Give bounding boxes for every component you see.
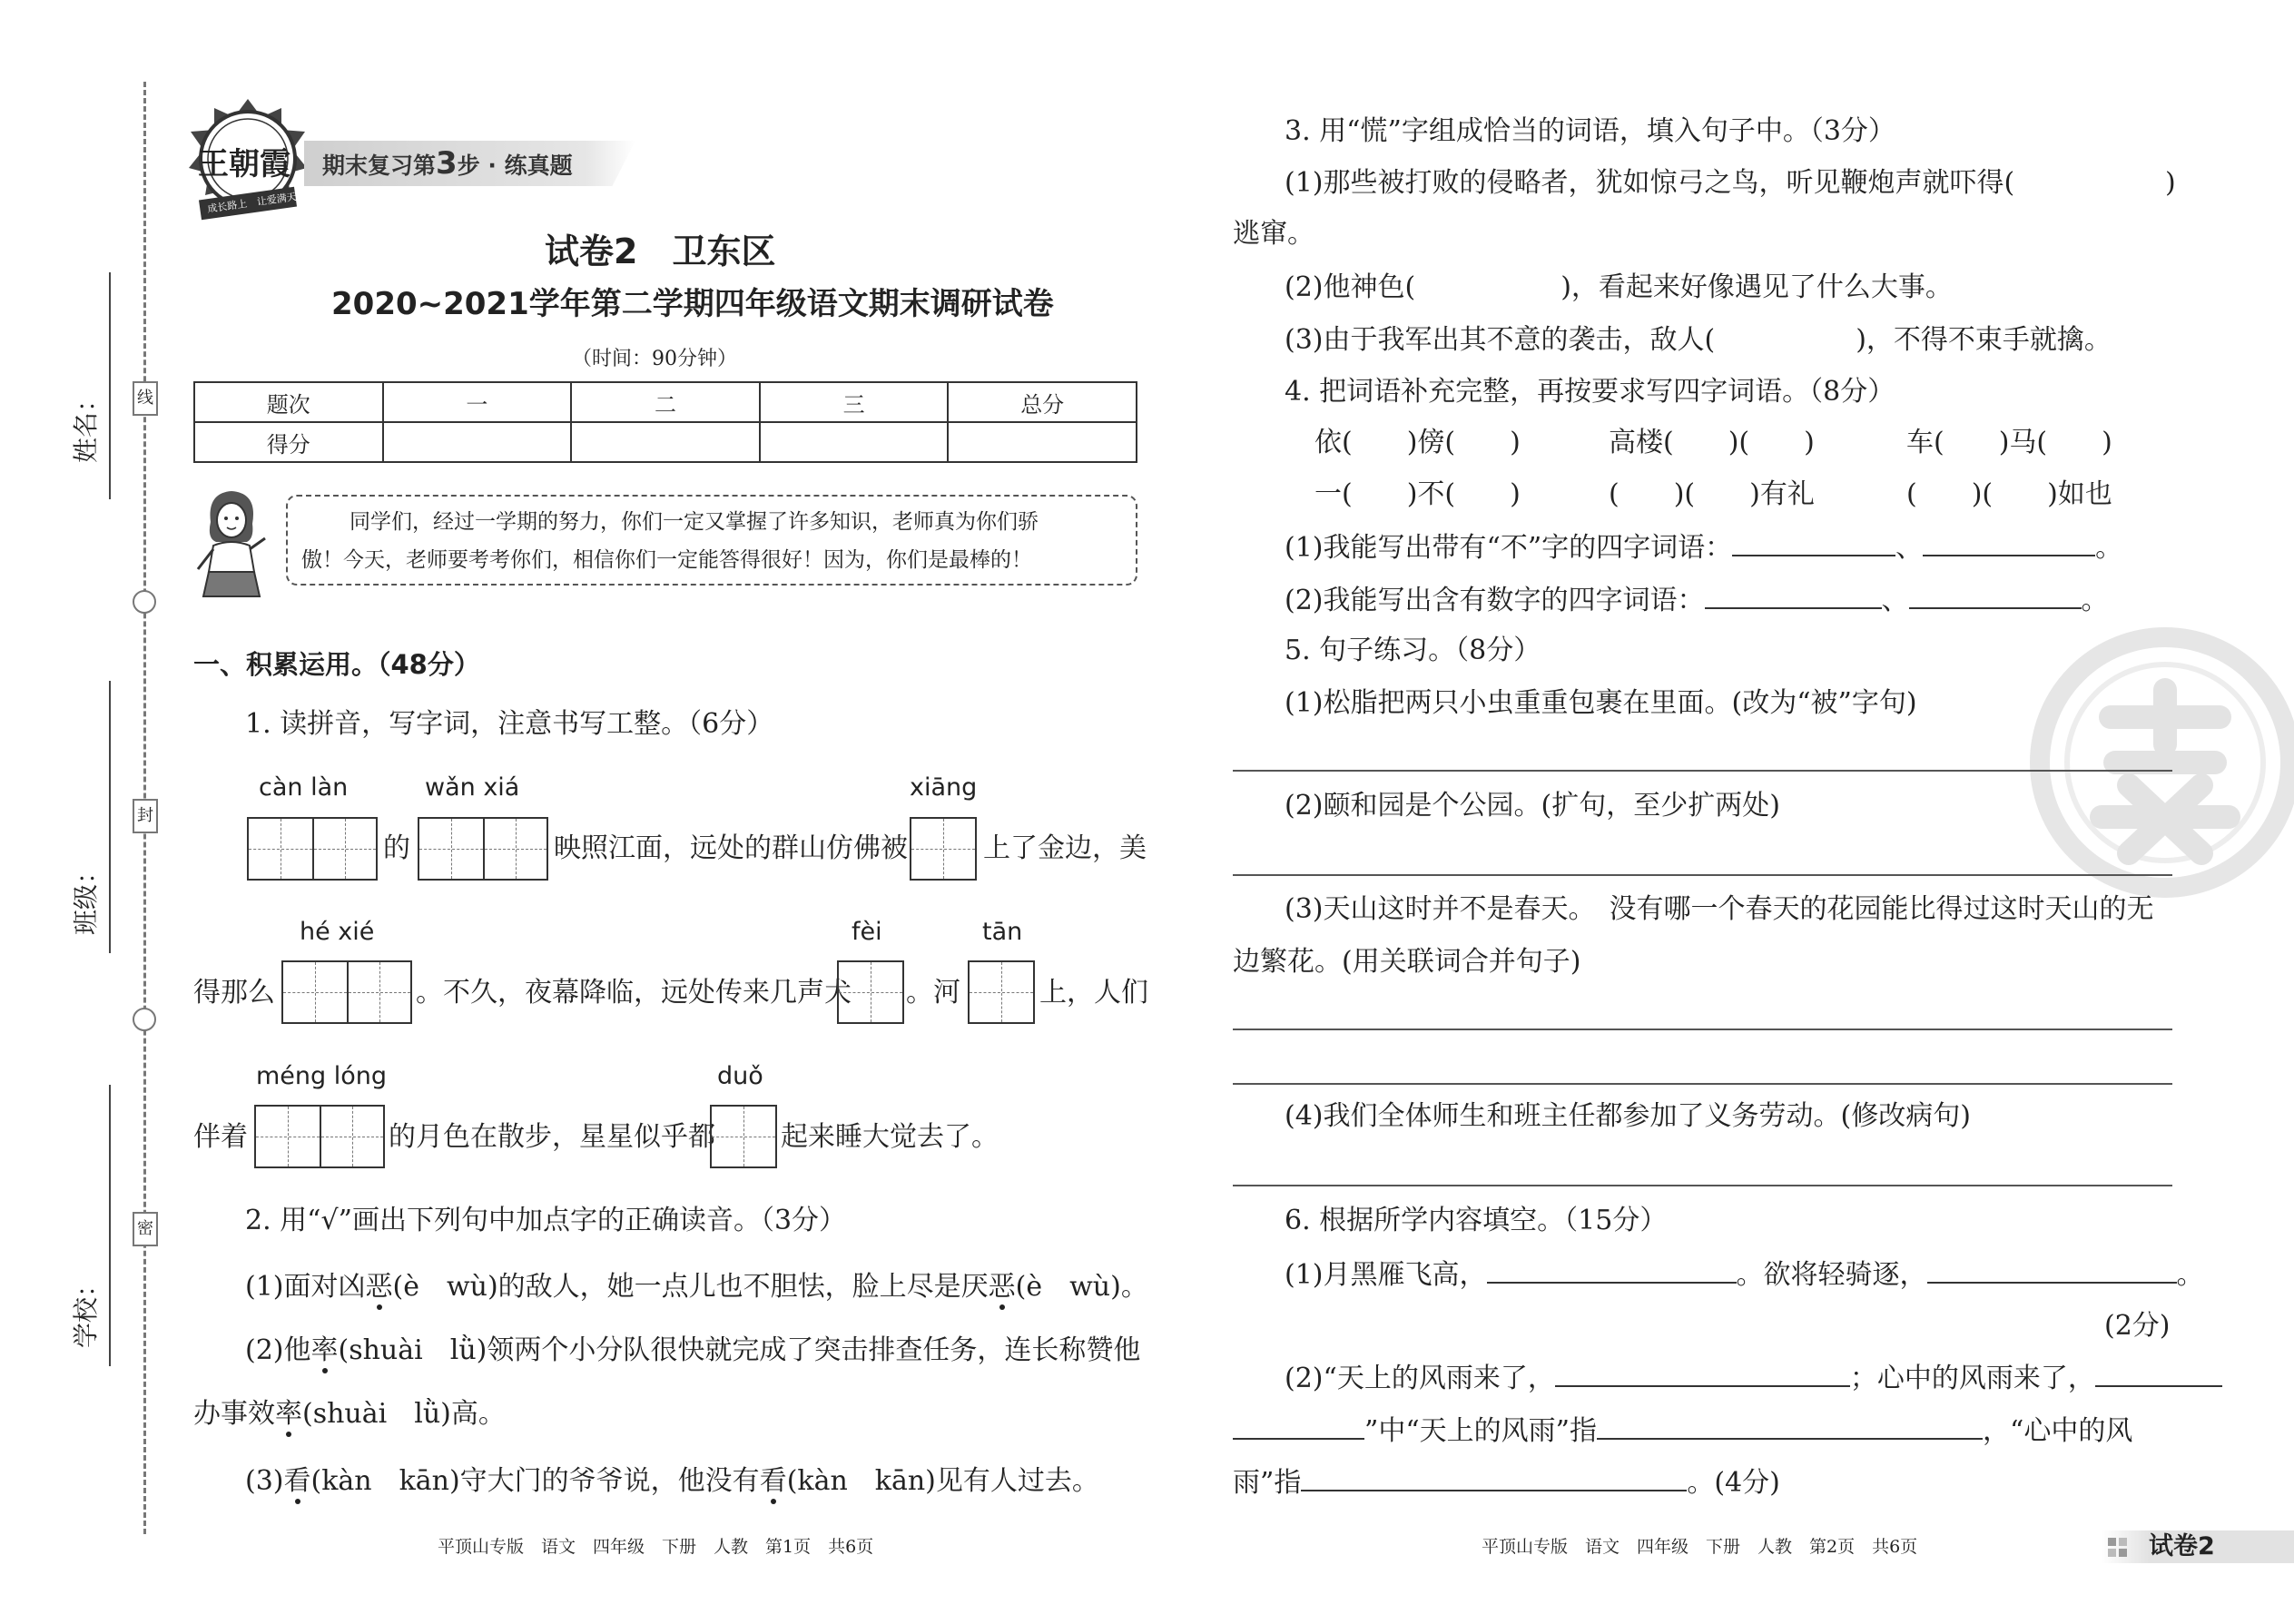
score-header: 二: [571, 382, 760, 422]
name-write-line[interactable]: [109, 272, 111, 499]
question-3-title: 3. 用“慌”字组成恰当的词语，填入句子中。（3分）: [1285, 115, 1895, 147]
q6-sentence-1: (1)月黑雁飞高， 。欲将轻骑逐， 。: [1285, 1256, 2204, 1294]
q2-sentence-2-cont: 办事效率(shuài lǜ)高。: [193, 1398, 506, 1430]
q5-sentence-3-cont: 边繁花。(用关联词合并句子): [1233, 946, 1581, 978]
q6-answer-line[interactable]: [1233, 1412, 1364, 1440]
q5-answer-line[interactable]: [1233, 770, 2172, 772]
q1-text: 上了金边，美: [983, 832, 1147, 864]
q4-word-blank[interactable]: 一( )不( ): [1314, 478, 1521, 510]
question-2-title: 2. 用“√”画出下列句中加点字的正确读音。（3分）: [245, 1205, 847, 1236]
pinyin: hé xié: [300, 918, 375, 946]
q5-answer-line[interactable]: [1233, 1029, 2172, 1030]
footer-right: 平顶山专版 语文 四年级 下册 人教 第2页 共6页: [1482, 1537, 1918, 1557]
char-grid-fei[interactable]: [837, 960, 904, 1024]
q1-text: 的: [383, 832, 410, 864]
q4-word-blank[interactable]: ( )( )有礼: [1609, 478, 1815, 510]
exam-subtitle: 2020~2021学年第二学期四年级语文期末调研试卷: [331, 286, 1054, 322]
char-grid-duo[interactable]: [710, 1105, 777, 1168]
char-grid-wanxia[interactable]: [418, 817, 548, 881]
q5-sentence-1: (1)松脂把两只小虫重重包裹在里面。(改为“被”字句): [1285, 687, 1917, 719]
header-banner-text: 期末复习第3步 · 练真题: [322, 145, 573, 182]
q3-blank-1-close[interactable]: ): [2165, 167, 2176, 199]
question-6-title: 6. 根据所学内容填空。（15分）: [1285, 1205, 1668, 1236]
q3-sentence-2: (2)他神色( )，看起来好像遇见了什么大事。: [1285, 271, 1953, 303]
school-label: 学校：: [71, 1271, 101, 1348]
q4-answer-line[interactable]: [1909, 582, 2082, 609]
brand-logo: [180, 95, 316, 222]
q4-word-blank[interactable]: 依( )傍( ): [1314, 427, 1521, 458]
seal-seal-mark: 封: [133, 799, 158, 833]
pinyin: wǎn xiá: [425, 773, 520, 802]
q2-sentence-1: (1)面对凶恶(è wù)的敌人，她一点儿也不胆怯，脸上尽是厌恶(è wù)。: [245, 1271, 1148, 1303]
score-header: 一: [383, 382, 572, 422]
q6-answer-line[interactable]: [1927, 1256, 2177, 1284]
q4-answer-line[interactable]: [1732, 529, 1895, 556]
seal-secret-mark: 密: [133, 1212, 158, 1246]
exam-title: 试卷2 卫东区: [545, 231, 776, 271]
q4-answer-line[interactable]: [1705, 582, 1882, 609]
q1-text: 映照江面，远处的群山仿佛被: [554, 832, 908, 864]
char-grid-menglong[interactable]: [254, 1105, 385, 1168]
question-5-title: 5. 句子练习。（8分）: [1285, 635, 1541, 666]
exam-time: （时间：90分钟）: [572, 348, 737, 370]
q5-answer-line[interactable]: [1233, 874, 2172, 876]
q6-answer-line[interactable]: [2095, 1360, 2222, 1387]
name-label: 姓名：: [71, 386, 101, 463]
q1-text: 起来睡大觉去了。: [781, 1121, 999, 1153]
q6-sentence-2-end: 雨”指 。(4分): [1233, 1464, 1780, 1501]
q6-answer-line[interactable]: [1597, 1412, 1983, 1440]
class-write-line[interactable]: [109, 681, 111, 953]
q1-text: 伴着: [193, 1121, 248, 1153]
binding-hole-icon: [133, 590, 156, 614]
score-cell[interactable]: [948, 422, 1137, 462]
q5-answer-line[interactable]: [1233, 1185, 2172, 1186]
intro-line: 傲！今天，老师要考考你们，相信你们一定能答得很好！因为，你们是最棒的！: [301, 548, 1032, 572]
q6-answer-line[interactable]: [1301, 1464, 1687, 1491]
char-grid-tan[interactable]: [968, 960, 1035, 1024]
q6-sentence-2-cont: ”中“天上的风雨”指 ，“心中的风: [1233, 1412, 2132, 1450]
q6-score-1: (2分): [2104, 1310, 2171, 1342]
pinyin: xiāng: [910, 773, 978, 802]
score-cell[interactable]: [383, 422, 572, 462]
char-grid-canlan[interactable]: [247, 817, 378, 881]
brand-name: 王朝霞: [198, 146, 290, 182]
q1-text: 上，人们: [1039, 977, 1148, 1009]
q4-answer-line[interactable]: [1923, 529, 2095, 556]
class-label: 班级：: [71, 858, 101, 935]
q4-word-blank[interactable]: 车( )马( ): [1906, 427, 2112, 458]
q3-sentence-1-cont: 逃窜。: [1233, 218, 1314, 250]
q3-sentence-1: (1)那些被打败的侵略者，犹如惊弓之鸟，听见鞭炮声就吓得(: [1285, 167, 2015, 199]
seal-line-mark: 线: [133, 381, 158, 416]
char-grid-hexie[interactable]: [281, 960, 412, 1024]
question-1-title: 1. 读拼音，写字词，注意书写工整。（6分）: [245, 708, 774, 740]
pinyin: méng lóng: [256, 1062, 388, 1090]
q5-sentence-3: (3)天山这时并不是春天。 没有哪一个春天的花园能比得过这时天山的无: [1285, 893, 2154, 925]
q6-answer-line[interactable]: [1487, 1256, 1737, 1284]
score-row-label: 得分: [194, 422, 383, 462]
q4-sentence-2: (2)我能写出含有数字的四字词语： 、 。: [1285, 582, 2109, 619]
q4-word-blank[interactable]: 高楼( )( ): [1609, 427, 1815, 458]
intro-box: [286, 495, 1137, 586]
pinyin: fèi: [852, 918, 882, 946]
score-table: [193, 381, 1137, 463]
q1-text: 。不久，夜幕降临，远处传来几声犬: [416, 977, 852, 1009]
q4-word-blank[interactable]: ( )( )如也: [1906, 478, 2112, 510]
q5-sentence-4: (4)我们全体师生和班主任都参加了义务劳动。(修改病句): [1285, 1100, 1971, 1132]
teacher-illustration: [191, 486, 272, 599]
char-grid-xiang[interactable]: [910, 817, 977, 881]
school-write-line[interactable]: [109, 1085, 111, 1366]
section-title: 一、积累运用。（48分）: [193, 649, 480, 680]
score-header: 三: [760, 382, 949, 422]
q5-answer-line[interactable]: [1233, 1083, 2172, 1085]
q1-text: 的月色在散步，星星似乎都: [389, 1121, 715, 1153]
q6-answer-line[interactable]: [1555, 1360, 1850, 1387]
footer-tag: 试卷2: [2149, 1532, 2215, 1560]
q2-sentence-3: (3)看(kàn kān)守大门的爷爷说，他没有看(kàn kān)见有人过去。: [245, 1465, 1099, 1497]
q4-sentence-1: (1)我能写出带有“不”字的四字词语： 、 。: [1285, 529, 2122, 566]
q2-sentence-2: (2)他率(shuài lǜ)领两个小分队很快就完成了突击排查任务，连长称赞他: [245, 1334, 1141, 1366]
q6-sentence-2: (2)“天上的风雨来了， ；心中的风雨来了，: [1285, 1360, 2222, 1397]
score-header: 总分: [948, 382, 1137, 422]
score-header: 题次: [194, 382, 383, 422]
score-cell[interactable]: [760, 422, 949, 462]
q3-sentence-3: (3)由于我军出其不意的袭击，敌人( )，不得不束手就擒。: [1285, 324, 2112, 356]
brand-slogan: 成长路上 让爱满天: [206, 191, 298, 215]
pinyin: duǒ: [717, 1062, 763, 1090]
footer-tag-dots-icon: [2108, 1538, 2135, 1558]
q1-text: 得那么: [193, 977, 275, 1009]
intro-line: 同学们，经过一学期的努力，你们一定又掌握了许多知识，老师真为你们骄: [350, 510, 1039, 534]
secret-seal-watermark-icon: [2029, 626, 2294, 899]
q1-text: 。河: [906, 977, 960, 1009]
q5-sentence-2: (2)颐和园是个公园。(扩句，至少扩两处): [1285, 790, 1780, 822]
footer-left: 平顶山专版 语文 四年级 下册 人教 第1页 共6页: [438, 1537, 874, 1557]
pinyin: tān: [982, 918, 1023, 946]
binding-hole-icon: [133, 1008, 156, 1031]
question-4-title: 4. 把词语补充完整，再按要求写四字词语。（8分）: [1285, 376, 1895, 408]
pinyin: càn làn: [259, 773, 349, 802]
score-cell[interactable]: [571, 422, 760, 462]
